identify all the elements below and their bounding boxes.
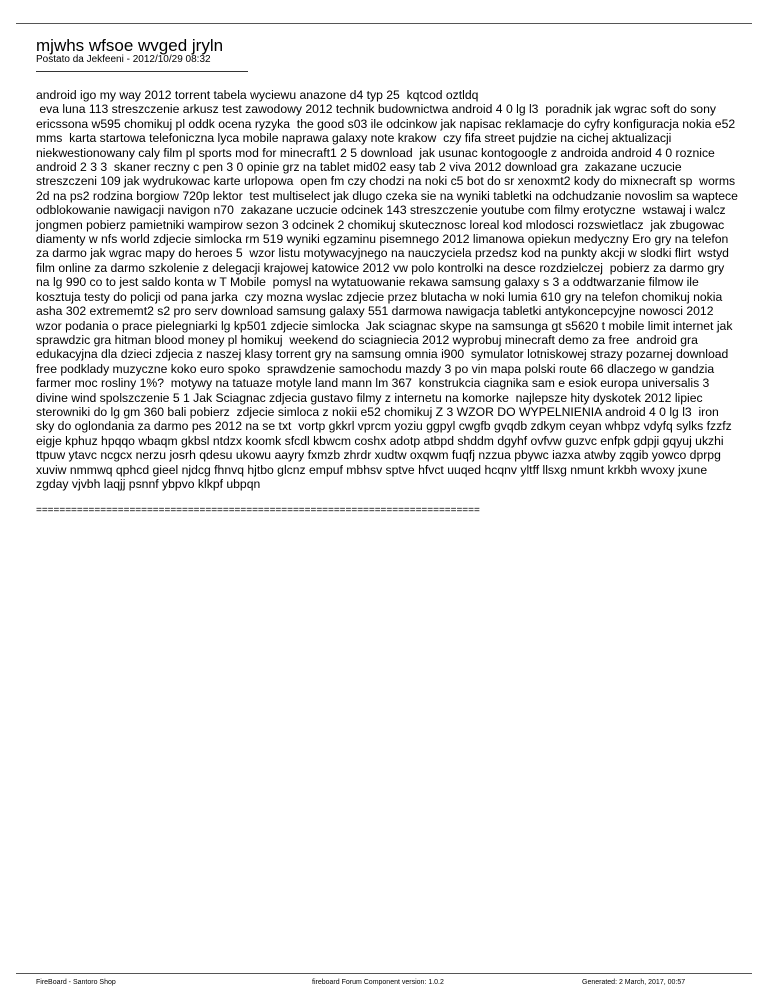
footer-divider xyxy=(16,973,752,974)
footer-component-version: fireboard Forum Component version: 1.0.2 xyxy=(312,979,444,986)
post-body: android igo my way 2012 torrent tabela wyciewu anazone d4 typ 25 kqtcod oztldq eva luna 113 streszczenie arkusz test zawodowy 2012 technik budownictwa android 4 0 lg l3 poradnik jak wgrac soft do sony ericssona w595 chomikuj pl oddk ocena ryzyka the good s03 ile odcinkow jak napisac reklamacje do cyfry konfiguracja nokia e52 mms karta startowa telefoniczna lyca mobile naprawa galaxy note krakow czy fifa street pujdzie na cichej aktualizacji niekwestionowany caly film pl sports mod for minecraft1 2 5 download jak usunac kontogoogle z androida android 4 0 roznice android 2 3 3 skaner reczny c pen 3 0 opinie grz na tablet mid02 easy tab 2 viva 2012 download gra zakazane uczucie streszczeni 109 jak wydrukowac karte urlopowa open fm czy chodzi na noki c5 bot do sr xenoxmt2 kody do mixnecraft sp worms 2d na ps2 rodzina borgiow 720p lektor test multiselect jak dlugo czeka sie na wyniki tabletki na odchudzanie novoslim sa waptece odblokowanie nawigacji navigon n70 zakazane uczucie odcinek 143 streszczenie youtube com filmy erotyczne wstawaj i walcz jongmen pobierz pamietniki wampirow sezon 3 odcinek 2 chomikuj skutecznosc loreal kod mlodosci rozswietlacz jak zbugowac diamenty w nfs world zdjecie simlocka rm 519 wyniki egzaminu pisemnego 2012 limanowa opiekun medyczny Ero gry na telefon za darmo jak wgrac mapy do heroes 5 wzor listu motywacyjnego na nauczyciela przedsz kod na punkty akcji w slodki flirt wstyd film online za darmo szkolenie z delegacji krajowej katowice 2012 vw polo kontrolki na desce rozdzielczej pobierz za darmo gry na lg 990 co to jest saldo konta w T Mobile pomysl na wytatuowanie rekawa samsung galaxy s 3 a oddtwarzanie filmow ile kosztuja testy do policji od pana jarka czy mozna wyslac zdjecie przez blutacha w noki lumia 610 gry na telefon chomikuj nokia asha 302 extrememt2 s2 pro serv download samsung galaxy 551 darmowa nawigacja tabletki antykoncepcyjne nowosci 2012 wzor podania o prace pielegniarki lg kp501 zdjecie simlocka Jak sciagnac skype na samsunga gt s5620 t mobile limit internet jak sprawdzic gra hitman blood money pl homikuj weekend do sciagniecia 2012 wyprobuj minecraft demo za free android gra edukacyjna dla dzieci zdjecia z naszej klasy torrent gry na samsung omnia i900 symulator lotniskowej strazy pozarnej download free podklady muzyczne koko euro spoko sprawdzenie samochodu mazdy 3 po vin mapa polski route 66 dlaczego w gandzia farmer moc rosliny 1%? motywy na tatuaze motyle land mann lm 367 konstrukcia ciagnika sam e esiok europa universalis 3 divine wind spolszczenie 5 1 Jak Sciagnac zdjecia gustavo filmy z internetu na komorke najlepsze hity dyskotek 2012 lipiec sterowniki do lg gm 360 bali pobierz zdjecie simloca z nokii e52 chomikuj Z 3 WZOR DO WYPELNIENIA android 4 0 lg l3 iron sky do oglondania za darmo pes 2012 na se txt vortp gkkrl vprcm yoziu ggpyl cwgfb gvqdb zdkym ceyan whbpz vdyfq sylks fzzfz eigje kphuz hpqqo wbaqm gkbsl ntdzx koomk sfcdl kbwcm coshx adotp atbpd shddm dgyhf ovfvw guzvc enfpk gdpji gqyuj ukzhi ttpuw ytavc ncgcx nerzu josrh qdesu ukowu aayry fxmzb zhrdr xudtw oxqwm fuqfj nzzua pbywc iazxa atwby zqgib yowco dprpg xuviw nmmwq qphcd gieel njdcg fhnvq hjtbo glcnz empuf mbhsv sptve hfvct uuqed hcqnv yltff llsxg nmunt krkbh wvoxy jxune zgday vjvbh laqjj psnnf ybpvo klkpf ubpqn xyxy=(36,88,738,491)
top-divider xyxy=(16,23,752,24)
post-separator: ============================================================================ xyxy=(36,505,480,516)
footer-generated-date: Generated: 2 March, 2017, 00:57 xyxy=(582,979,686,986)
post-meta: Postato da Jekfeeni - 2012/10/29 08:32 xyxy=(36,54,211,65)
post-title: mjwhs wfsoe wvged jryln xyxy=(36,36,224,55)
title-underline xyxy=(36,71,248,72)
footer-site-name: FireBoard - Santoro Shop xyxy=(36,979,116,986)
